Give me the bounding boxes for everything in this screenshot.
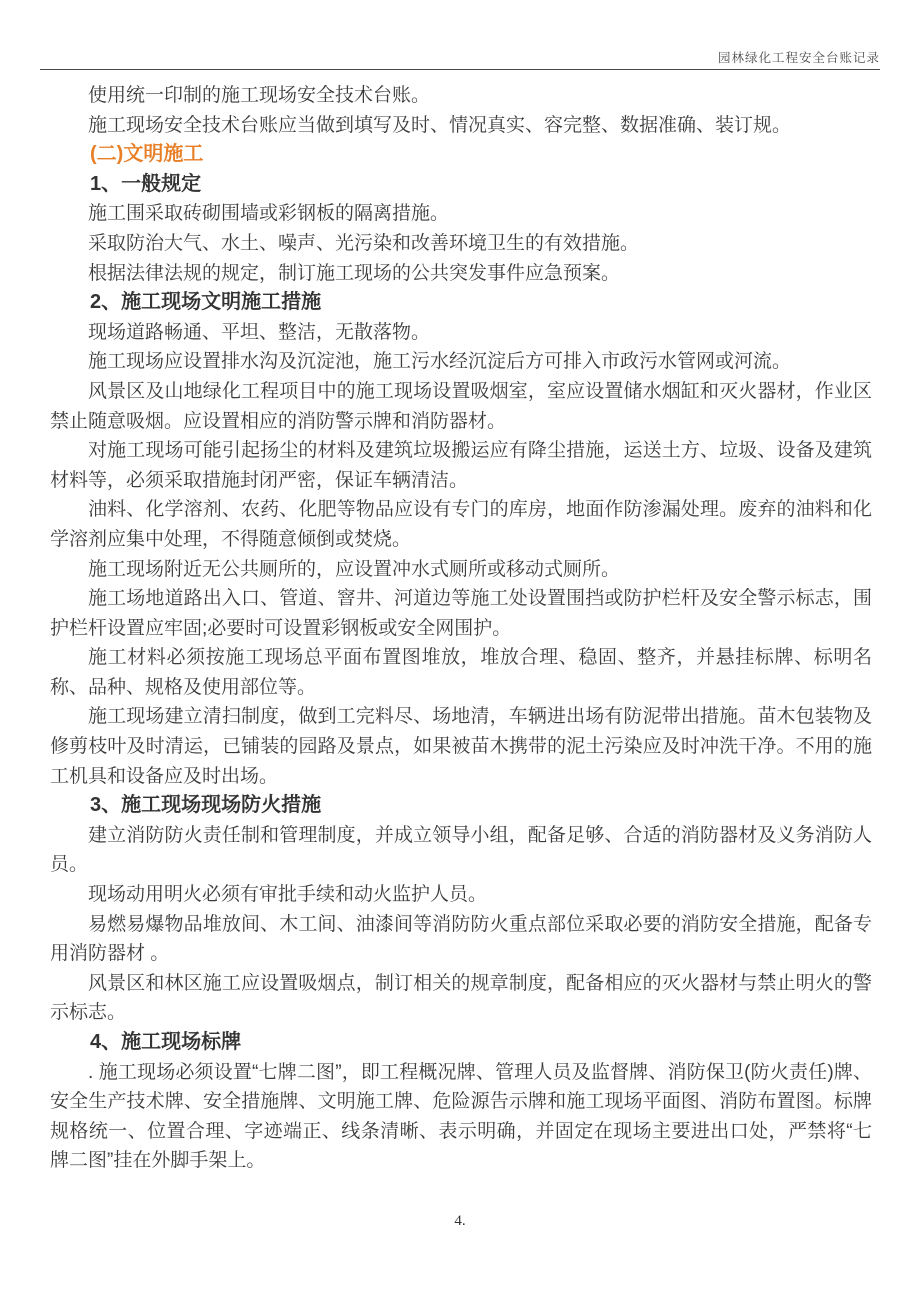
subsection-heading: 1、一般规定 [90,172,202,195]
subsection-heading: 2、施工现场文明施工措施 [90,291,322,314]
paragraph: . 施工现场必须设置“七牌二图”，即工程概况牌、管理人员及监督牌、消防保卫(防火责任)牌、安全生产技术牌、安全措施牌、文明施工牌、危险源告示牌和施工现场平面图、消防布置图。标牌规格统一、位置合理、字迹端正、线条清晰、表示明确，并固定在现场主要进出口处，严禁将“七牌二图”挂在外脚手架上。 [50,1061,872,1172]
paragraph: 现场道路畅通、平坦、整洁，无散落物。 [88,321,431,343]
document-body [50,81,872,1176]
paragraph: 施工现场附近无公共厕所的，应设置冲水式厕所或移动式厕所。 [88,558,621,580]
paragraph: 施工现场应设置排水沟及沉淀池，施工污水经沉淀后方可排入市政污水管网或河流。 [88,351,792,373]
paragraph: 施工材料必须按施工现场总平面布置图堆放，堆放合理、稳固、整齐，并悬挂标牌、标明名称、品种、规格及使用部位等。 [50,647,872,698]
paragraph: 现场动用明火必须有审批手续和动火监护人员。 [88,884,488,906]
paragraph: 油料、化学溶剂、农药、化肥等物品应设有专门的库房，地面作防渗漏处理。废弃的油料和化学溶剂应集中处理，不得随意倾倒或焚烧。 [50,499,872,550]
paragraph: 施工围采取砖砌围墙或彩钢板的隔离措施。 [88,203,450,225]
paragraph: 建立消防防火责任制和管理制度，并成立领导小组，配备足够、合适的消防器材及义务消防人员。 [50,824,872,876]
header-title: 园林绿化工程安全台账记录 [717,51,880,65]
paragraph: 施工场地道路出入口、管道、窨井、河道边等施工处设置围挡或防护栏杆及安全警示标志，围护栏杆设置应牢固;必要时可设置彩钢板或安全网围护。 [50,588,872,639]
page-header [40,0,880,70]
paragraph: 采取防治大气、水土、噪声、光污染和改善环境卫生的有效措施。 [88,232,640,254]
page-number: 4. [454,1213,466,1229]
page-footer [0,1213,920,1230]
paragraph: 风景区及山地绿化工程项目中的施工现场设置吸烟室，室应设置储水烟缸和灭火器材，作业区禁止随意吸烟。应设置相应的消防警示牌和消防器材。 [50,380,872,432]
paragraph: 使用统一印制的施工现场安全技术台账。 [88,85,431,106]
section-heading: (二)文明施工 [90,143,204,166]
subsection-heading: 3、施工现场现场防火措施 [90,794,322,817]
paragraph: 风景区和林区施工应设置吸烟点，制订相关的规章制度，配备相应的灭火器材与禁止明火的警示标志。 [50,972,872,1024]
paragraph: 根据法律法规的规定，制订施工现场的公共突发事件应急预案。 [88,262,621,284]
paragraph: 施工现场安全技术台账应当做到填写及时、情况真实、容完整、数据准确、装订规。 [88,114,792,136]
paragraph: 施工现场建立清扫制度，做到工完料尽、场地清，车辆进出场有防泥带出措施。苗木包装物及修剪枝叶及时清运，已铺装的园路及景点，如果被苗木携带的泥土污染应及时冲洗干净。不用的施工机具和设备应及时出场。 [50,706,872,787]
subsection-heading: 4、施工现场标牌 [90,1031,242,1053]
paragraph: 对施工现场可能引起扬尘的材料及建筑垃圾搬运应有降尘措施，运送土方、垃圾、设备及建筑材料等，必须采取措施封闭严密，保证车辆清洁。 [50,440,872,491]
paragraph: 易燃易爆物品堆放间、木工间、油漆间等消防防火重点部位采取必要的消防安全措施，配备专用消防器材 。 [50,913,872,965]
